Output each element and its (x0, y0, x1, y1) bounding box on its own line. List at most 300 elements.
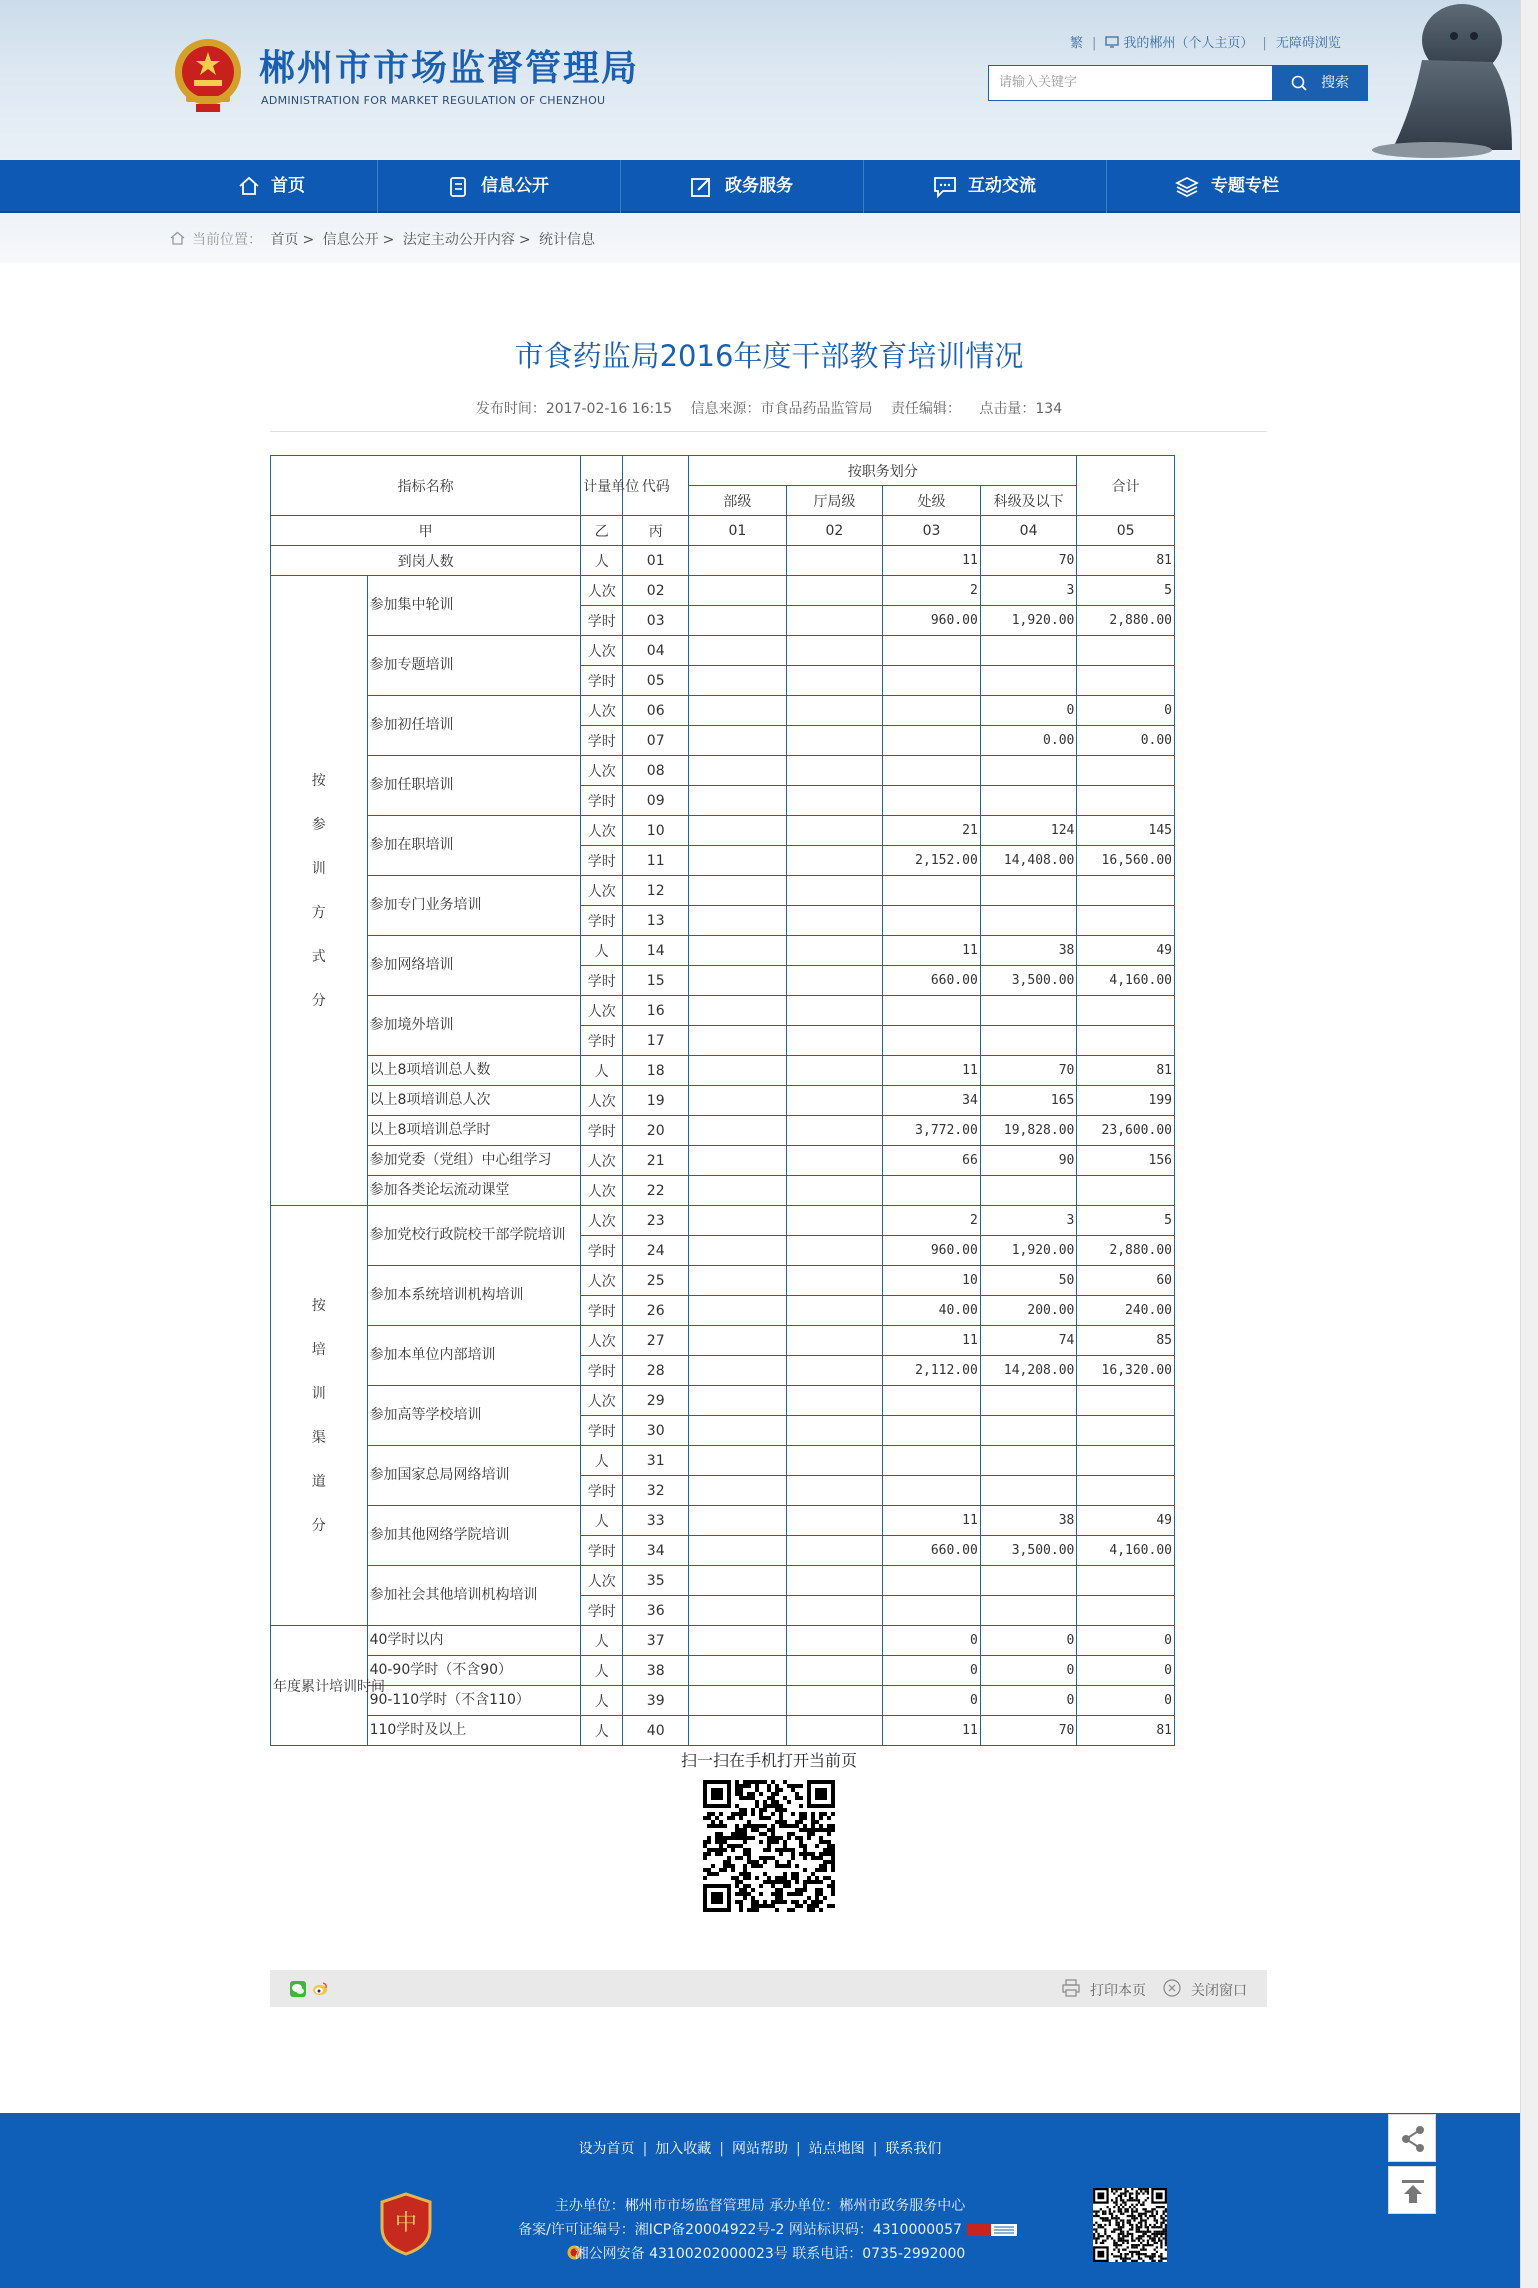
publish-label: 发布时间： (475, 401, 546, 417)
row-code: 20 (623, 1116, 689, 1146)
cell-value (1077, 756, 1175, 786)
cell-value (689, 1356, 787, 1386)
cell-value (689, 1176, 787, 1206)
cell-value (883, 996, 981, 1026)
cell-value: 90 (980, 1146, 1077, 1176)
cell-value (883, 726, 981, 756)
column-label: 丙 (623, 516, 689, 546)
cell-value: 2 (883, 1206, 981, 1236)
nav-item-special[interactable] (1107, 160, 1349, 213)
cell-value (786, 606, 883, 636)
row-unit: 人次 (581, 696, 623, 726)
cell-value (689, 1446, 787, 1476)
cell-value (980, 1566, 1077, 1596)
separator: | (796, 2141, 801, 2157)
cell-value: 0 (1077, 696, 1175, 726)
nav-item-interaction[interactable] (864, 160, 1106, 213)
cell-value: 0 (883, 1686, 981, 1716)
cell-value: 21 (883, 816, 981, 846)
row-code: 37 (623, 1626, 689, 1656)
cell-value: 85 (1077, 1326, 1175, 1356)
row-name: 以上8项培训总人数 (367, 1056, 581, 1086)
my-chenzhou-link[interactable]: 我的郴州（个人主页） (1123, 36, 1254, 51)
cell-value: 3,500.00 (980, 1536, 1077, 1566)
nav-item-info-public[interactable] (378, 160, 620, 213)
cell-value: 3,772.00 (883, 1116, 981, 1146)
cell-value (980, 1446, 1077, 1476)
cell-value: 81 (1077, 1056, 1175, 1086)
row-code: 13 (623, 906, 689, 936)
cell-value (689, 966, 787, 996)
table-row (271, 1686, 1175, 1716)
cell-value: 70 (980, 546, 1077, 576)
cell-value (689, 1206, 787, 1236)
cell-value (883, 876, 981, 906)
row-unit: 人次 (581, 816, 623, 846)
cell-value (786, 936, 883, 966)
cell-value (1077, 876, 1175, 906)
table-row (271, 1506, 1175, 1536)
nav-item-home[interactable] (135, 160, 377, 213)
row-code: 22 (623, 1176, 689, 1206)
party-gov-badge-icon[interactable] (378, 2192, 434, 2256)
cell-value (883, 756, 981, 786)
cell-value (883, 636, 981, 666)
article-title: 市食药监局2016年度干部教育培训情况 (514, 339, 1024, 373)
group-label: 年度累计培训时间 (271, 1626, 368, 1746)
row-code: 16 (623, 996, 689, 1026)
nav-item-label: 首页 (271, 176, 305, 196)
nav-item-label: 互动交流 (968, 176, 1036, 196)
cell-value (786, 1086, 883, 1116)
cell-value (883, 1416, 981, 1446)
cell-value: 2,112.00 (883, 1356, 981, 1386)
cell-value: 11 (883, 1716, 981, 1746)
cell-value: 74 (980, 1326, 1077, 1356)
print-icon[interactable] (1062, 1979, 1080, 1997)
table-row (271, 1146, 1175, 1176)
editor (891, 401, 961, 417)
group-label: 按培训渠道分 (271, 1206, 368, 1626)
row-unit: 人 (581, 936, 623, 966)
row-name: 参加本单位内部培训 (367, 1326, 581, 1386)
cell-value (1077, 1446, 1175, 1476)
cell-value (1077, 1026, 1175, 1056)
cell-value (689, 1026, 787, 1056)
nav-item-label: 专题专栏 (1211, 176, 1279, 196)
gov-site-badge-icon[interactable] (967, 2224, 1017, 2236)
cell-value (689, 576, 787, 606)
row-code: 19 (623, 1086, 689, 1116)
footer-link-favorite[interactable]: 加入收藏 (655, 2141, 712, 2157)
cell-value (786, 1506, 883, 1536)
row-name: 参加任职培训 (367, 756, 581, 816)
table-row (271, 546, 1175, 576)
cell-value: 2,152.00 (883, 846, 981, 876)
row-code: 33 (623, 1506, 689, 1536)
editor-label: 责任编辑： (890, 401, 961, 417)
row-unit: 学时 (581, 1596, 623, 1626)
cell-value (786, 546, 883, 576)
cell-value (786, 696, 883, 726)
cell-value: 0 (883, 1656, 981, 1686)
cell-value (1077, 1176, 1175, 1206)
cell-value (786, 876, 883, 906)
cell-value: 3 (980, 1206, 1077, 1236)
accessibility-link[interactable]: 无障碍浏览 (1275, 36, 1341, 51)
cell-value: 0 (980, 1686, 1077, 1716)
cell-value (786, 1656, 883, 1686)
svg-text:中: 中 (394, 2211, 418, 2236)
cell-value (786, 966, 883, 996)
row-name: 90-110学时（不含110） (367, 1686, 581, 1716)
cell-value (689, 756, 787, 786)
cell-value: 660.00 (883, 966, 981, 996)
cell-value: 0 (980, 696, 1077, 726)
row-code: 18 (623, 1056, 689, 1086)
cell-value: 19,828.00 (980, 1116, 1077, 1146)
row-unit: 人次 (581, 1386, 623, 1416)
cell-value (980, 876, 1077, 906)
row-name: 以上8项培训总学时 (367, 1116, 581, 1146)
row-unit: 学时 (581, 666, 623, 696)
cell-value (786, 636, 883, 666)
row-code: 03 (623, 606, 689, 636)
main-nav (0, 160, 1520, 213)
row-unit: 人 (581, 1626, 623, 1656)
cell-value (883, 666, 981, 696)
cell-value (689, 1596, 787, 1626)
cell-value: 2,880.00 (1077, 606, 1175, 636)
table-row (271, 1086, 1175, 1116)
cell-value (980, 1176, 1077, 1206)
breadcrumb-item[interactable]: 信息公开 (322, 232, 379, 248)
cell-value (689, 1566, 787, 1596)
row-name: 参加网络培训 (367, 936, 581, 996)
breadcrumb (170, 229, 599, 249)
table-row (271, 1266, 1175, 1296)
separator: | (719, 2141, 724, 2157)
cell-value (883, 1446, 981, 1476)
cell-value (883, 696, 981, 726)
row-unit: 人次 (581, 1146, 623, 1176)
nav-item-gov-service[interactable] (621, 160, 863, 213)
row-unit: 人次 (581, 636, 623, 666)
cell-value: 200.00 (980, 1296, 1077, 1326)
cell-value (786, 1116, 883, 1146)
footer-police-record: 湘公网安备 43100202000023号 联系电话：0735-2992000 (574, 2246, 966, 2262)
row-unit: 人次 (581, 1176, 623, 1206)
column-label: 02 (786, 516, 883, 546)
cell-value (689, 1686, 787, 1716)
cell-value (980, 786, 1077, 816)
cell-value (786, 1596, 883, 1626)
cell-value: 5 (1077, 576, 1175, 606)
scrollbar[interactable] (1520, 0, 1538, 2288)
row-unit: 人 (581, 1716, 623, 1746)
cell-value: 49 (1077, 1506, 1175, 1536)
row-name: 参加初任培训 (367, 696, 581, 756)
cell-value: 660.00 (883, 1536, 981, 1566)
row-code: 26 (623, 1296, 689, 1326)
cell-value: 0 (980, 1626, 1077, 1656)
row-name: 参加本系统培训机构培训 (367, 1266, 581, 1326)
row-unit: 人 (581, 1686, 623, 1716)
row-unit: 人 (581, 546, 623, 576)
cell-value (786, 1416, 883, 1446)
cell-value (1077, 1476, 1175, 1506)
header-unit: 计量单位 (581, 456, 623, 516)
cell-value (786, 666, 883, 696)
cell-value (786, 996, 883, 1026)
wechat-icon[interactable] (290, 1981, 306, 1997)
row-code: 02 (623, 576, 689, 606)
row-unit: 人次 (581, 876, 623, 906)
breadcrumb-item[interactable]: 首页 (270, 232, 299, 248)
share-float-button[interactable] (1388, 2114, 1436, 2162)
cell-value (980, 906, 1077, 936)
table-row (271, 696, 1175, 726)
cell-value: 49 (1077, 936, 1175, 966)
cell-value (689, 1506, 787, 1536)
national-emblem-icon (172, 36, 244, 116)
row-code: 04 (623, 636, 689, 666)
footer-link-sitemap[interactable]: 站点地图 (808, 2141, 865, 2157)
row-name: 参加社会其他培训机构培训 (367, 1566, 581, 1626)
cell-value: 14,408.00 (980, 846, 1077, 876)
row-code: 32 (623, 1476, 689, 1506)
cell-value (689, 636, 787, 666)
row-code: 06 (623, 696, 689, 726)
table-row (271, 756, 1175, 786)
group-label: 按参训方式分 (271, 576, 368, 1206)
search-icon (1291, 75, 1307, 91)
row-code: 23 (623, 1206, 689, 1236)
cell-value (689, 606, 787, 636)
row-code: 38 (623, 1656, 689, 1686)
table-row (271, 636, 1175, 666)
cell-value: 0 (1077, 1626, 1175, 1656)
row-unit: 学时 (581, 1536, 623, 1566)
footer-link-set-home[interactable]: 设为首页 (578, 2141, 635, 2157)
cell-value (786, 786, 883, 816)
monitor-icon (1105, 36, 1119, 48)
footer-link-help[interactable]: 网站帮助 (732, 2141, 788, 2157)
cell-value (1077, 636, 1175, 666)
cell-value: 11 (883, 936, 981, 966)
close-window-button[interactable]: 关闭窗口 (1191, 1983, 1247, 1999)
cell-value: 14,208.00 (980, 1356, 1077, 1386)
table-row (271, 1566, 1175, 1596)
cell-value: 4,160.00 (1077, 966, 1175, 996)
row-name: 参加在职培训 (367, 816, 581, 876)
cell-value: 156 (1077, 1146, 1175, 1176)
cell-value: 960.00 (883, 606, 981, 636)
row-name: 参加各类论坛流动课堂 (367, 1176, 581, 1206)
close-icon[interactable] (1163, 1979, 1181, 1997)
separator: | (1262, 36, 1267, 51)
cell-value (689, 1386, 787, 1416)
table-row (271, 1656, 1175, 1686)
table-row (271, 1206, 1175, 1236)
cell-value: 1,920.00 (980, 606, 1077, 636)
share-icon (1389, 2115, 1437, 2163)
cell-value (689, 1266, 787, 1296)
cell-value (883, 1596, 981, 1626)
row-code: 17 (623, 1026, 689, 1056)
divider (270, 431, 1267, 432)
cell-value (980, 666, 1077, 696)
row-code: 09 (623, 786, 689, 816)
document-icon (448, 176, 468, 198)
cell-value: 5 (1077, 1206, 1175, 1236)
header-code: 代码 (623, 456, 689, 516)
column-label: 05 (1077, 516, 1175, 546)
cell-value: 1,920.00 (980, 1236, 1077, 1266)
cell-value (980, 1386, 1077, 1416)
header-rank: 部级 (689, 486, 787, 516)
row-unit: 学时 (581, 1296, 623, 1326)
breadcrumb-separator: > (382, 232, 395, 248)
breadcrumb-separator: > (518, 232, 531, 248)
breadcrumb-item[interactable]: 统计信息 (539, 232, 596, 248)
cell-value: 40.00 (883, 1296, 981, 1326)
row-name: 参加其他网络学院培训 (367, 1506, 581, 1566)
cell-value (883, 906, 981, 936)
row-code: 01 (623, 546, 689, 576)
views-value: 134 (1035, 401, 1063, 417)
row-code: 14 (623, 936, 689, 966)
search-button[interactable]: 搜索 (1273, 65, 1368, 101)
cell-value: 2 (883, 576, 981, 606)
row-unit: 人次 (581, 1326, 623, 1356)
cell-value (786, 1026, 883, 1056)
cell-value (786, 1686, 883, 1716)
row-unit: 人 (581, 1446, 623, 1476)
cell-value (883, 1176, 981, 1206)
cell-value (689, 726, 787, 756)
column-label: 04 (980, 516, 1077, 546)
source-label: 信息来源： (690, 401, 761, 417)
back-to-top-button[interactable] (1388, 2166, 1436, 2214)
cell-value (786, 906, 883, 936)
source (690, 401, 872, 417)
print-button[interactable]: 打印本页 (1090, 1983, 1146, 1999)
row-unit: 学时 (581, 1116, 623, 1146)
row-unit: 人次 (581, 756, 623, 786)
row-code: 27 (623, 1326, 689, 1356)
row-name: 40学时以内 (367, 1626, 581, 1656)
footer-link-contact[interactable]: 联系我们 (885, 2141, 942, 2157)
row-unit: 人次 (581, 996, 623, 1026)
cell-value (689, 1716, 787, 1746)
cell-value (786, 1536, 883, 1566)
cell-value (786, 1236, 883, 1266)
cell-value (786, 1476, 883, 1506)
cell-value: 38 (980, 1506, 1077, 1536)
article-meta (270, 398, 1268, 418)
cell-value: 0.00 (1077, 726, 1175, 756)
table-row (271, 876, 1175, 906)
row-code: 40 (623, 1716, 689, 1746)
cell-value (689, 1626, 787, 1656)
row-code: 15 (623, 966, 689, 996)
cell-value (689, 876, 787, 906)
cell-value (786, 846, 883, 876)
row-unit: 学时 (581, 1476, 623, 1506)
table-row (271, 936, 1175, 966)
cell-value (786, 1056, 883, 1086)
table-row (271, 1116, 1175, 1146)
column-label: 03 (883, 516, 981, 546)
cell-value (786, 1146, 883, 1176)
stone-lion-image (1362, 0, 1520, 160)
row-code: 39 (623, 1686, 689, 1716)
row-code: 05 (623, 666, 689, 696)
cell-value: 199 (1077, 1086, 1175, 1116)
cell-value: 23,600.00 (1077, 1116, 1175, 1146)
traditional-chinese-link[interactable]: 繁 (1070, 36, 1084, 51)
cell-value (689, 1146, 787, 1176)
breadcrumb-item[interactable]: 法定主动公开内容 (402, 232, 515, 248)
views (979, 401, 1062, 417)
statistics-table (270, 455, 1175, 1746)
row-code: 10 (623, 816, 689, 846)
cell-value (689, 786, 787, 816)
cell-value: 960.00 (883, 1236, 981, 1266)
cell-value (883, 1386, 981, 1416)
row-unit: 学时 (581, 1026, 623, 1056)
header-rank: 厅局级 (786, 486, 883, 516)
cell-value (1077, 906, 1175, 936)
table-row (271, 1626, 1175, 1656)
row-unit: 人 (581, 1056, 623, 1086)
cell-value: 4,160.00 (1077, 1536, 1175, 1566)
column-label: 01 (689, 516, 787, 546)
row-name: 参加高等学校培训 (367, 1386, 581, 1446)
qr-caption: 扫一扫在手机打开当前页 (680, 1751, 857, 1770)
table-row (271, 1386, 1175, 1416)
cell-value: 11 (883, 1506, 981, 1536)
cell-value: 240.00 (1077, 1296, 1175, 1326)
search-input[interactable]: 请输入关键字 (988, 65, 1273, 101)
weibo-icon[interactable] (312, 1981, 328, 1997)
row-unit: 人 (581, 1506, 623, 1536)
cell-value (980, 1026, 1077, 1056)
table-row (271, 1326, 1175, 1356)
row-code: 34 (623, 1536, 689, 1566)
column-label: 乙 (581, 516, 623, 546)
breadcrumb-label: 当前位置： (192, 232, 262, 248)
row-unit: 人次 (581, 1086, 623, 1116)
cell-value (786, 1206, 883, 1236)
row-name: 110学时及以上 (367, 1716, 581, 1746)
cell-value: 0 (980, 1656, 1077, 1686)
row-code: 30 (623, 1416, 689, 1446)
header-by-rank: 按职务划分 (689, 456, 1077, 486)
cell-value (689, 1416, 787, 1446)
row-code: 31 (623, 1446, 689, 1476)
row-code: 28 (623, 1356, 689, 1386)
row-name: 参加党委（党组）中心组学习 (367, 1146, 581, 1176)
cell-value (786, 1626, 883, 1656)
row-code: 24 (623, 1236, 689, 1266)
table-header-row (271, 456, 1175, 486)
cell-value (786, 1716, 883, 1746)
cell-value (689, 696, 787, 726)
cell-value: 66 (883, 1146, 981, 1176)
cell-value (689, 1056, 787, 1086)
